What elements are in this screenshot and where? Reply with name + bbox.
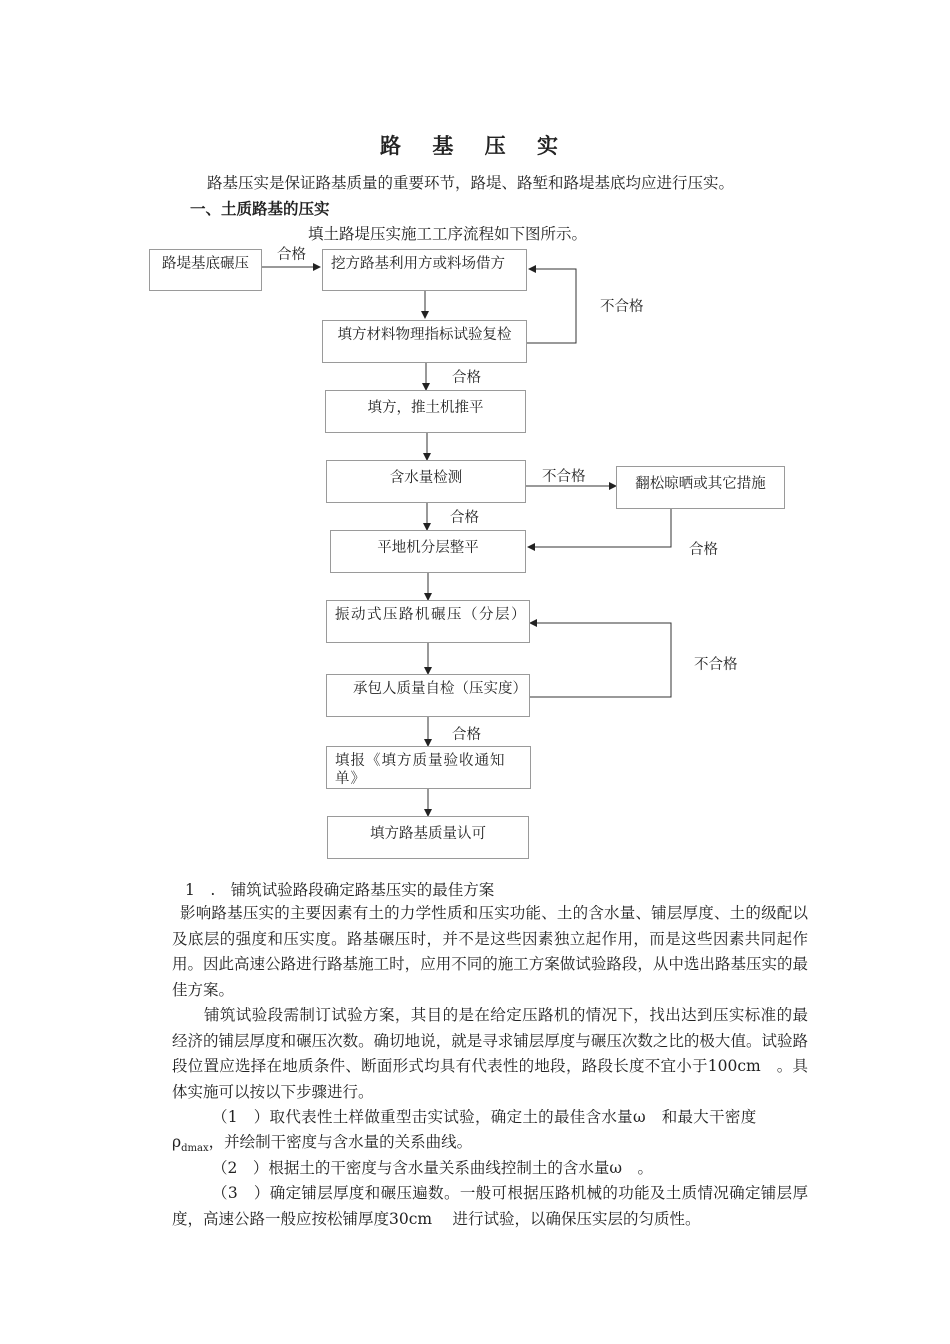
flow-box-material-retest: 填方材料物理指标试验复检 bbox=[322, 320, 527, 363]
flow-label-fail: 不合格 bbox=[600, 299, 644, 315]
step1-heading: 1 . 铺筑试验路段确定路基压实的最佳方案 bbox=[185, 881, 495, 899]
paragraph-factors: 影响路基压实的主要因素有土的力学性质和压实功能、土的含水量、铺层厚度、土的级配以及底层的强度和压实度。路基碾压时，并不是这些因素独立起作用，而是这些因素共同起作用。因此高速公路进行路基施工时，应用不同的施工方案做试验路段，从中选出路基压实的最佳方案。 bbox=[172, 904, 808, 999]
flow-label-fail: 不合格 bbox=[694, 657, 738, 673]
flow-label-pass: 合格 bbox=[277, 247, 306, 263]
section-heading: 一、土质路基的压实 bbox=[190, 200, 330, 218]
flow-box-moisture-test: 含水量检测 bbox=[326, 460, 526, 503]
rho-subscript: dmax bbox=[181, 1143, 209, 1155]
list-item-1-line1: （1 ）取代表性土样做重型击实试验，确定土的最佳含水量ω 和最大干密度 bbox=[212, 1108, 757, 1126]
flow-box-report-form: 填报《填方质量验收通知单》 bbox=[326, 746, 531, 789]
flow-caption: 填土路堤压实施工工序流程如下图所示。 bbox=[308, 225, 588, 243]
flow-label-pass: 合格 bbox=[450, 510, 479, 526]
flow-box-loosen-dry: 翻松晾晒或其它措施 bbox=[616, 466, 785, 509]
flow-box-fill-leveling: 填方，推土机推平 bbox=[325, 390, 526, 433]
rho-symbol: ρ bbox=[172, 1133, 182, 1151]
paragraph-trial-section: 铺筑试验段需制订试验方案，其目的是在给定压路机的情况下，找出达到压实标准的最经济的铺层厚度和碾压次数。确切地说，就是寻求铺层厚度与碾压次数之比的极大值。试验路段位置应选择在地质条件、断面形式均具有代表性的地段，路段长度不宜小于100cm 。具体实施可以按以下步骤进行。 bbox=[172, 1006, 808, 1101]
flow-label-fail: 不合格 bbox=[542, 469, 586, 485]
list-item-3: （3 ）确定铺层厚度和碾压遍数。一般可根据压路机械的功能及土质情况确定铺层厚度，高速公路一般应按松铺厚度30cm 进行试验，以确保压实层的匀质性。 bbox=[172, 1184, 808, 1228]
flow-box-base-rolling: 路堤基底碾压 bbox=[149, 249, 262, 291]
flow-label-pass: 合格 bbox=[452, 727, 481, 743]
flow-box-material-source: 挖方路基利用方或料场借方 bbox=[322, 249, 527, 291]
flow-label-pass: 合格 bbox=[689, 542, 718, 558]
flow-box-quality-approval: 填方路基质量认可 bbox=[327, 816, 529, 859]
page-title: 路 基 压 实 bbox=[380, 134, 570, 158]
intro-paragraph: 路基压实是保证路基质量的重要环节，路堤、路堑和路堤基底均应进行压实。 bbox=[207, 174, 735, 192]
list-item-1-rest: ，并绘制干密度与含水量的关系曲线。 bbox=[208, 1133, 473, 1151]
list-item-2: （2 ）根据土的干密度与含水量关系曲线控制土的含水量ω 。 bbox=[212, 1159, 654, 1177]
flow-box-grader-leveling: 平地机分层整平 bbox=[330, 530, 526, 573]
flow-box-vibratory-roller: 振动式压路机碾压（分层） bbox=[326, 600, 530, 643]
flow-label-pass: 合格 bbox=[452, 370, 481, 386]
flow-box-self-check: 承包人质量自检（压实度） bbox=[326, 674, 530, 717]
